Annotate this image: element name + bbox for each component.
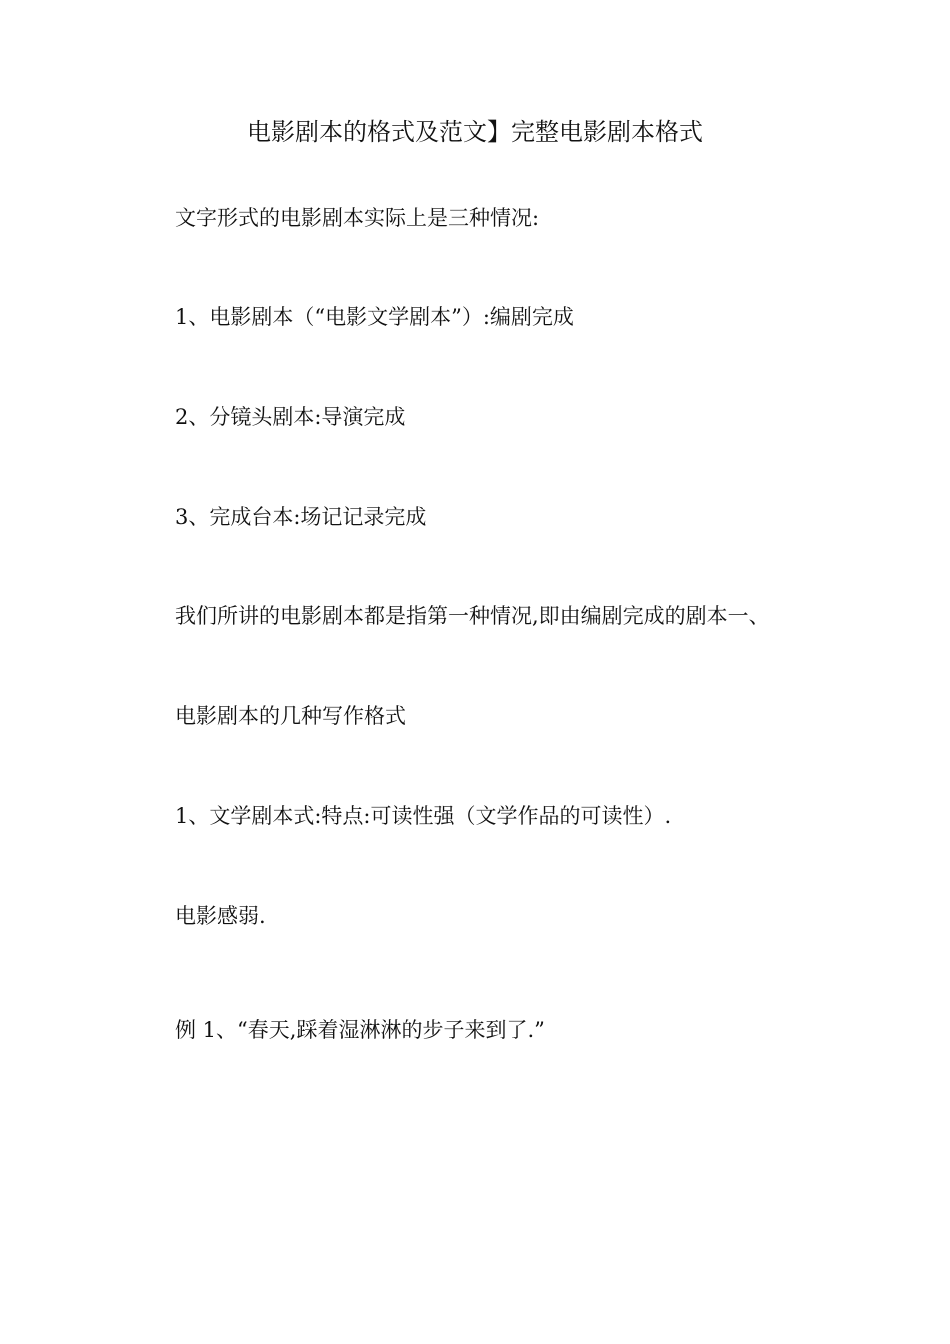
paragraph-explanation: 我们所讲的电影剧本都是指第一种情况,即由编剧完成的剧本一、: [175, 604, 770, 628]
list-item-final-script: 3、完成台本:场记记录完成: [175, 505, 427, 529]
paragraph-weak-cinematic: 电影感弱.: [175, 904, 266, 928]
section-heading-formats: 电影剧本的几种写作格式: [175, 704, 406, 728]
paragraph-example-1: 例 1、“春天,踩着湿淋淋的步子来到了.”: [175, 1018, 545, 1042]
list-item-literary-format: 1、文学剧本式:特点:可读性强（文学作品的可读性）.: [175, 804, 672, 828]
document-title: 电影剧本的格式及范文】完整电影剧本格式: [247, 118, 703, 146]
list-item-screenplay: 1、电影剧本（“电影文学剧本”）:编剧完成: [175, 305, 574, 329]
list-item-storyboard-script: 2、分镜头剧本:导演完成: [175, 405, 406, 429]
paragraph-intro: 文字形式的电影剧本实际上是三种情况:: [175, 206, 540, 230]
